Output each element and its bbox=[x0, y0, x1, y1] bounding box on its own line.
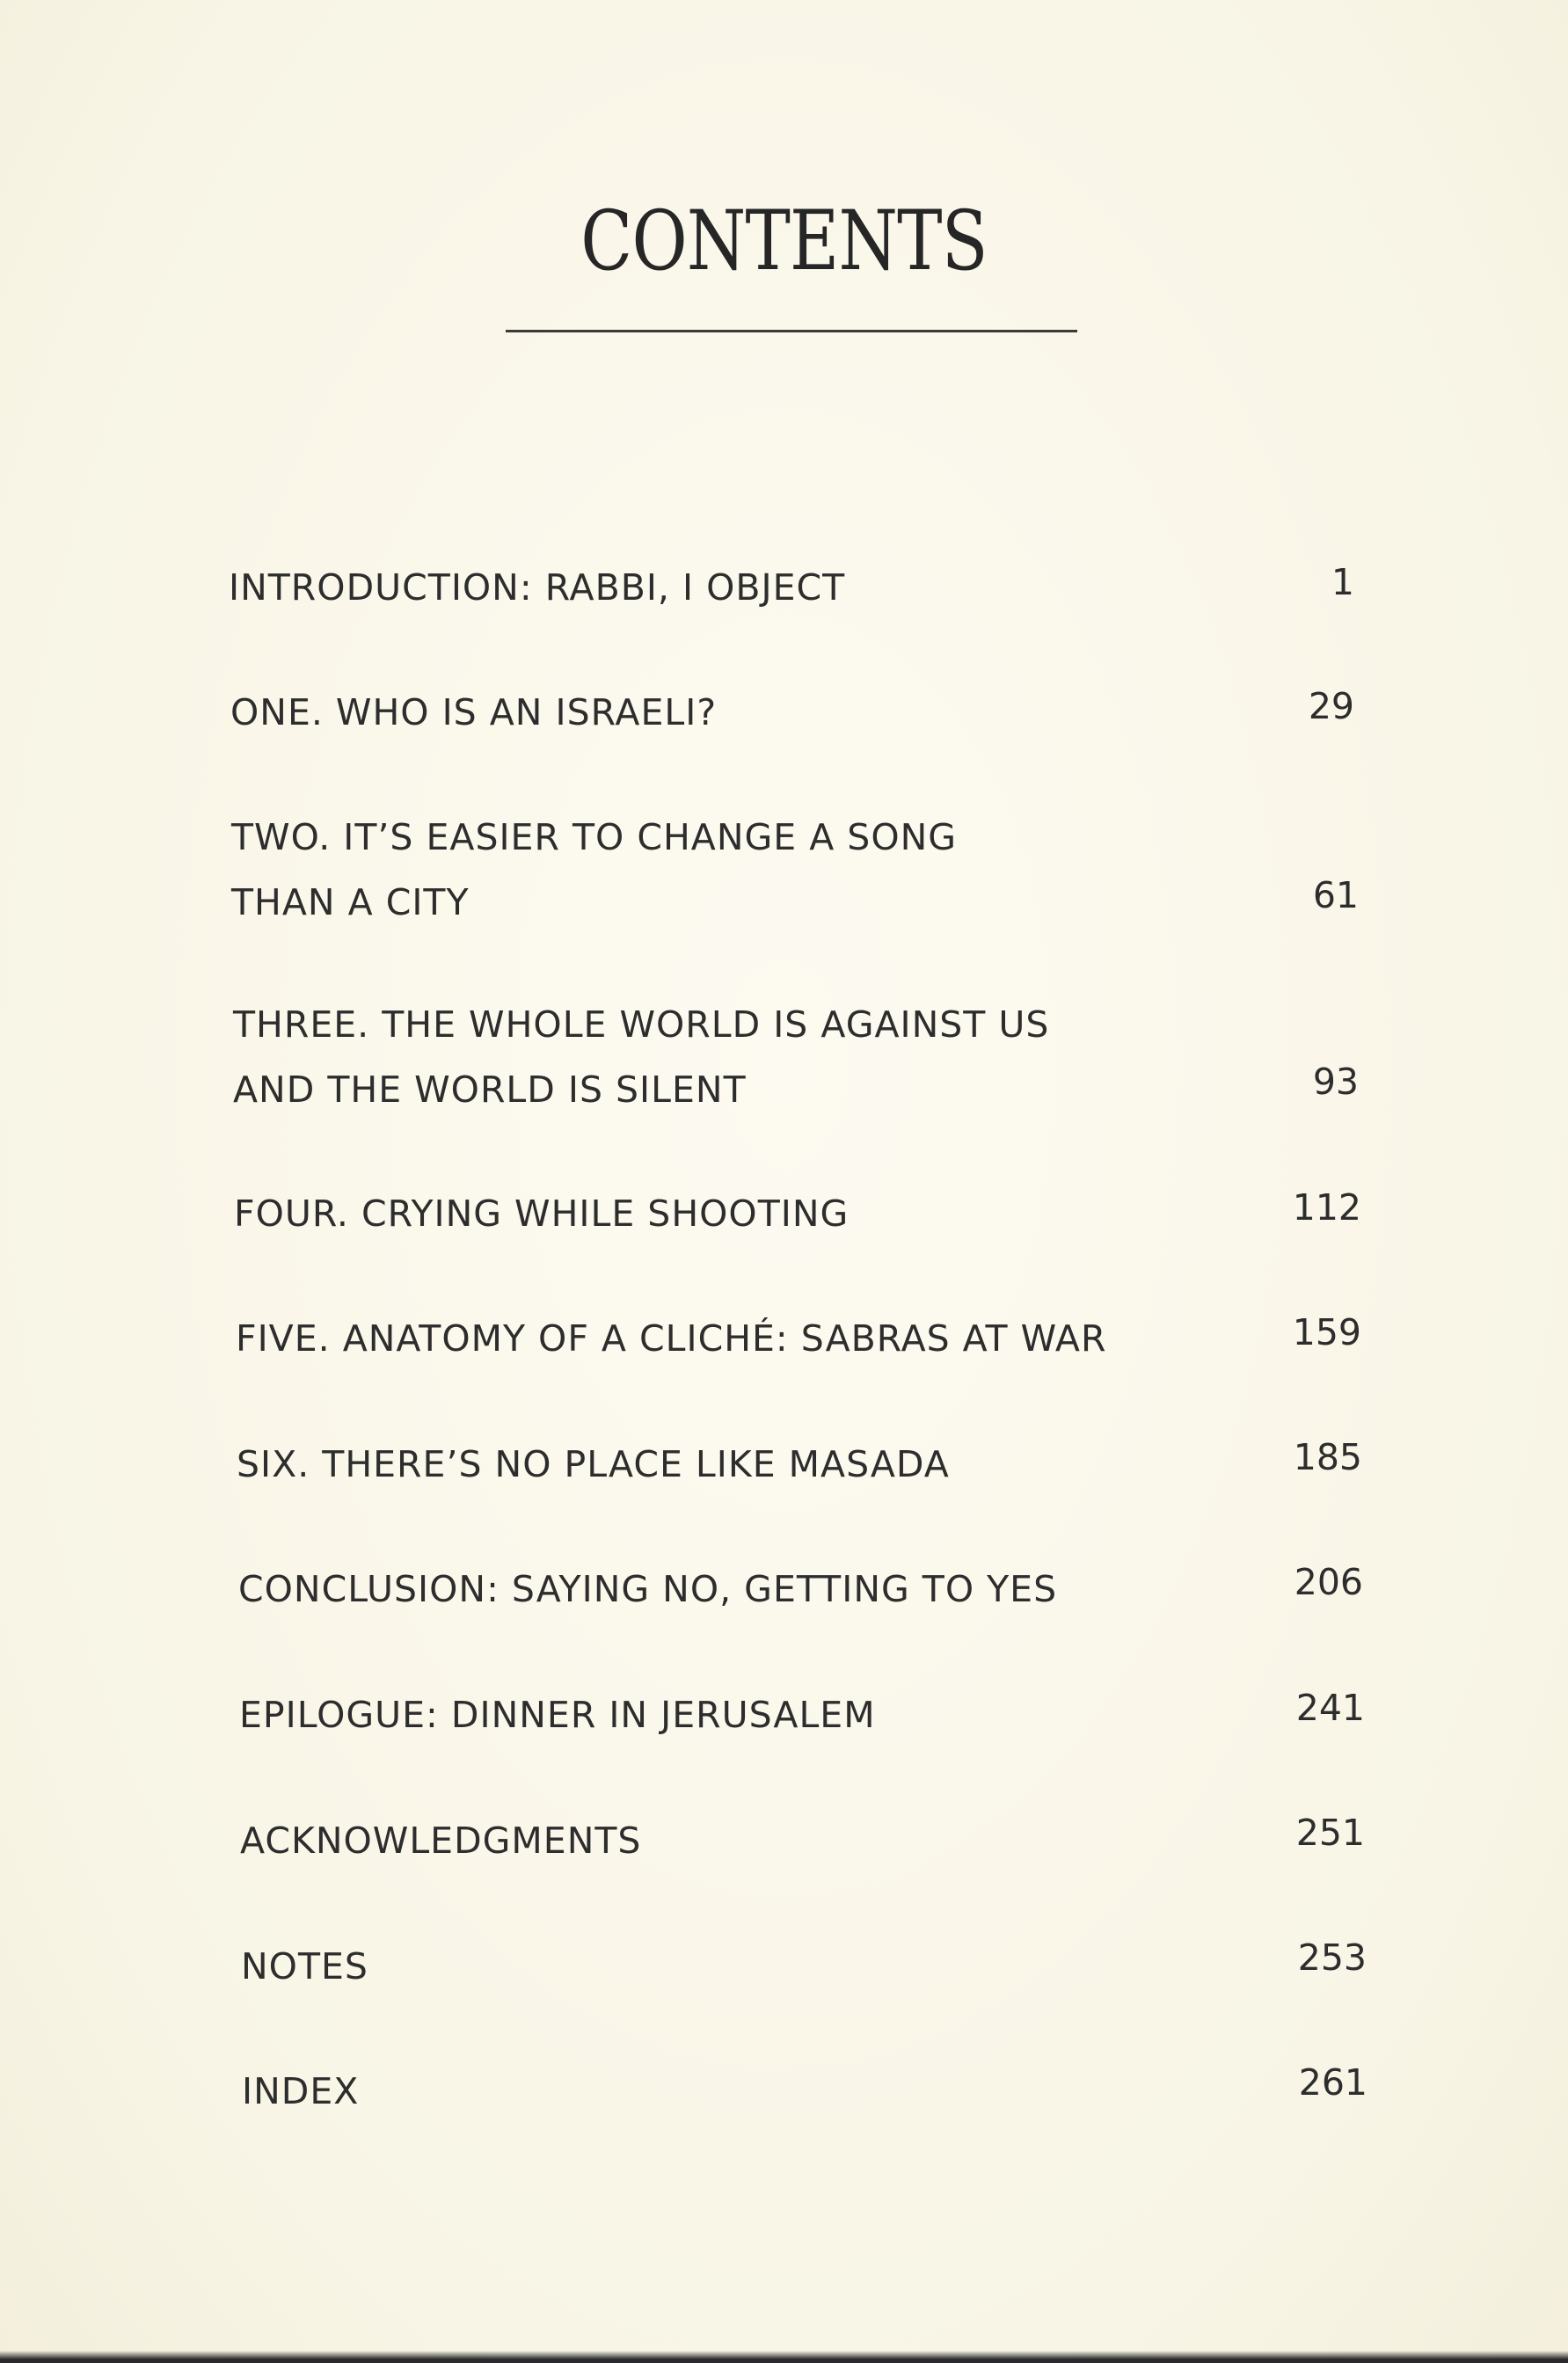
toc-entry-title: FIVE. ANATOMY OF A CLICHÉ: SABRAS AT WAR bbox=[236, 1317, 1107, 1360]
toc-entry-page-number: 1 bbox=[1331, 561, 1354, 603]
toc-entry-page-number: 159 bbox=[1292, 1311, 1361, 1353]
page-bottom-edge bbox=[0, 2351, 1568, 2363]
toc-entry-page-number: 261 bbox=[1298, 2061, 1367, 2104]
toc-entry-page-number: 206 bbox=[1294, 1561, 1363, 1603]
toc-entry-title: THREE. THE WHOLE WORLD IS AGAINST US bbox=[233, 1003, 1050, 1046]
toc-entry-title: EPILOGUE: DINNER IN JERUSALEM bbox=[239, 1694, 876, 1736]
toc-entry-page-number: 93 bbox=[1312, 1061, 1359, 1103]
toc-entry-page-number: 29 bbox=[1308, 685, 1354, 727]
toc-entry-title: ONE. WHO IS AN ISRAELI? bbox=[230, 691, 718, 733]
toc-entry-title: ACKNOWLEDGMENTS bbox=[240, 1820, 642, 1862]
toc-entry-title: NOTES bbox=[241, 1945, 368, 1987]
toc-entry-page-number: 112 bbox=[1292, 1186, 1361, 1229]
toc-entry-title: CONCLUSION: SAYING NO, GETTING TO YES bbox=[238, 1568, 1058, 1610]
toc-entry-title: AND THE WORLD IS SILENT bbox=[233, 1068, 747, 1111]
toc-entry-title: TWO. IT’S EASIER TO CHANGE A SONG bbox=[231, 816, 958, 858]
toc-entry-page-number: 61 bbox=[1312, 874, 1359, 916]
toc-entry-title: INTRODUCTION: RABBI, I OBJECT bbox=[229, 566, 846, 609]
toc-entry-page-number: 185 bbox=[1293, 1436, 1362, 1478]
toc-entry-title: INDEX bbox=[242, 2070, 360, 2112]
toc-entry-page-number: 253 bbox=[1297, 1936, 1367, 1979]
toc-entry-title: SIX. THERE’S NO PLACE LIKE MASADA bbox=[237, 1443, 950, 1485]
toc-entry-page-number: 241 bbox=[1295, 1687, 1365, 1729]
toc-entry-title: THAN A CITY bbox=[231, 881, 470, 923]
page-title: CONTENTS bbox=[580, 193, 988, 289]
toc-entry-title: FOUR. CRYING WHILE SHOOTING bbox=[234, 1192, 850, 1235]
toc-entry-page-number: 251 bbox=[1295, 1812, 1365, 1854]
